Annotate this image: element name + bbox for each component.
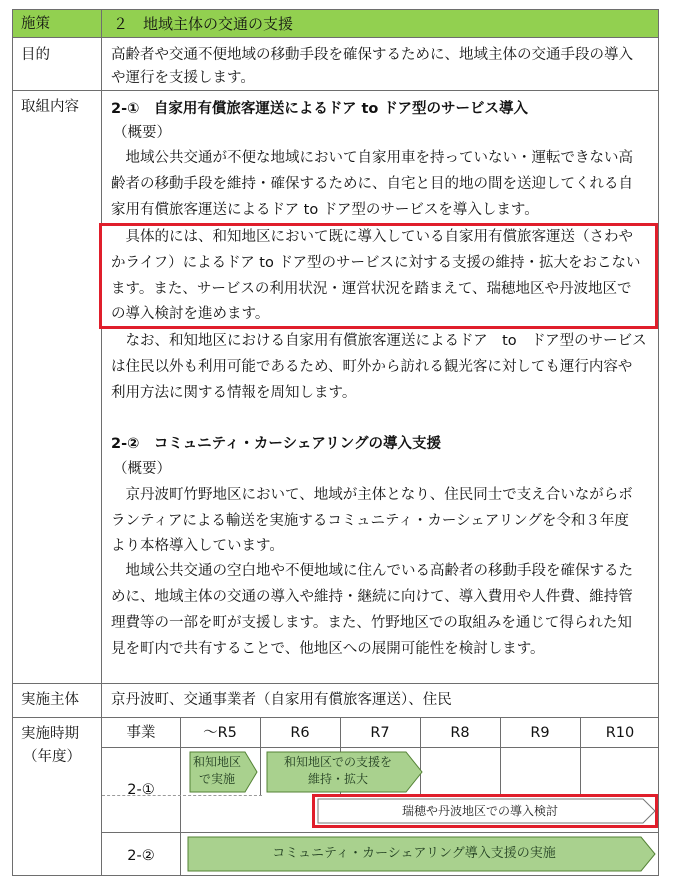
body-line: 家用有償旅客運送によるドア to ドア型のサービスを導入します。 [111, 202, 539, 218]
schedule-row-name: 2-① [127, 782, 155, 798]
schedule-row-name: 2-② [127, 848, 155, 864]
overview-label: （概要） [113, 125, 171, 141]
body-line: より本格導入しています。 [111, 538, 284, 554]
actor-value: 京丹波町、交通事業者（自家用有償旅客運送）、住民 [111, 692, 452, 708]
schedule-header-year: R10 [605, 725, 635, 741]
section-title: 2-① 自家用有償旅客運送によるドア to ドア型のサービス導入 [111, 101, 529, 117]
highlight-box [99, 223, 658, 329]
row-divider [13, 37, 658, 38]
schedule-header-year: R6 [290, 725, 310, 741]
schedule-bar-label: 和知地区 [192, 755, 241, 769]
schedule-bar-label: で実施 [198, 772, 235, 786]
row-divider [13, 90, 658, 91]
schedule-col-divider [580, 747, 581, 796]
body-line: 地域公共交通が不便な地域において自家用車を持っていない・運転できない高 [111, 150, 633, 166]
body-line: 齢者の移動手段を維持・確保するために、自宅と目的地の間を送迎してくれる自 [111, 176, 633, 192]
schedule-col-divider [260, 747, 261, 796]
label-column-divider [101, 10, 102, 875]
header-band [13, 10, 658, 37]
body-line: 理費等の一部を町が支援します。また、竹野地区での取組みを通じて得られた知 [111, 615, 632, 631]
content-label: 取組内容 [21, 99, 79, 115]
purpose-line: や運行を支援します。 [111, 70, 255, 86]
schedule-col-divider [500, 747, 501, 796]
body-line: かライフ）によるドア to ドア型のサービスに対する支援の維持・拡大をおこない [111, 255, 641, 271]
schedule-header-project: 事業 [126, 725, 156, 741]
schedule-row-divider [101, 832, 658, 833]
body-line: の導入検討を進めます。 [111, 306, 270, 322]
row-divider [13, 717, 658, 718]
dashed-guide [102, 795, 262, 796]
body-line: めに、地域主体の交通の導入や維持・継続に向けて、導入費用や人件費、維持管 [111, 589, 633, 605]
schedule-header-year: R7 [370, 725, 390, 741]
schedule-bar-label: 維持・拡大 [307, 772, 368, 786]
schedule-bar-label: 瑞穂や丹波地区での導入検討 [401, 804, 558, 818]
purpose-line: 高齢者や交通不便地域の移動手段を確保するために、地域主体の交通手段の導入 [111, 47, 633, 63]
body-line: 見を町内で共有することで、他地区への展開可能性を検討します。 [111, 641, 545, 657]
header-label: 施策 [21, 16, 50, 32]
body-line: 利用方法に関する情報を周知します。 [111, 385, 357, 401]
body-line: ます。また、サービスの利用状況・運営状況を踏まえて、瑞穂地区や丹波地区で [111, 281, 632, 297]
overview-label: （概要） [113, 461, 171, 477]
body-line: なお、和知地区における自家用有償旅客運送によるドア to ドア型のサービス [111, 333, 647, 349]
schedule-header-year: R8 [450, 725, 470, 741]
schedule-bar-label: コミュニティ・カーシェアリング導入支援の実施 [272, 846, 556, 861]
schedule-header-year: ～R5 [203, 725, 237, 741]
body-line: は住民以外も利用可能であるため、町外から訪れる観光客に対しても運行内容や [111, 359, 633, 375]
row-divider [13, 683, 658, 684]
schedule-sublabel: （年度） [23, 749, 81, 765]
body-line: 京丹波町竹野地区において、地域が主体となり、住民同士で支え合いながらボ [111, 487, 633, 503]
body-line: 地域公共交通の空白地や不便地域に住んでいる高齢者の移動手段を確保するた [111, 563, 633, 579]
section-title: 2-② コミュニティ・カーシェアリングの導入支援 [111, 436, 441, 452]
schedule-header-divider [101, 747, 658, 748]
schedule-header-year: R9 [530, 725, 550, 741]
policy-document [12, 9, 659, 876]
schedule-bar-label: 和知地区での支援を [283, 755, 392, 769]
body-line: 具体的には、和知地区において既に導入している自家用有償旅客運送（さわや [111, 229, 633, 245]
actor-label: 実施主体 [21, 692, 79, 708]
body-line: ランティアによる輸送を実施するコミュニティ・カーシェアリングを令和３年度 [111, 513, 629, 529]
header-title: ２ 地域主体の交通の支援 [113, 15, 294, 33]
schedule-label: 実施時期 [21, 726, 79, 742]
purpose-label: 目的 [21, 47, 50, 63]
